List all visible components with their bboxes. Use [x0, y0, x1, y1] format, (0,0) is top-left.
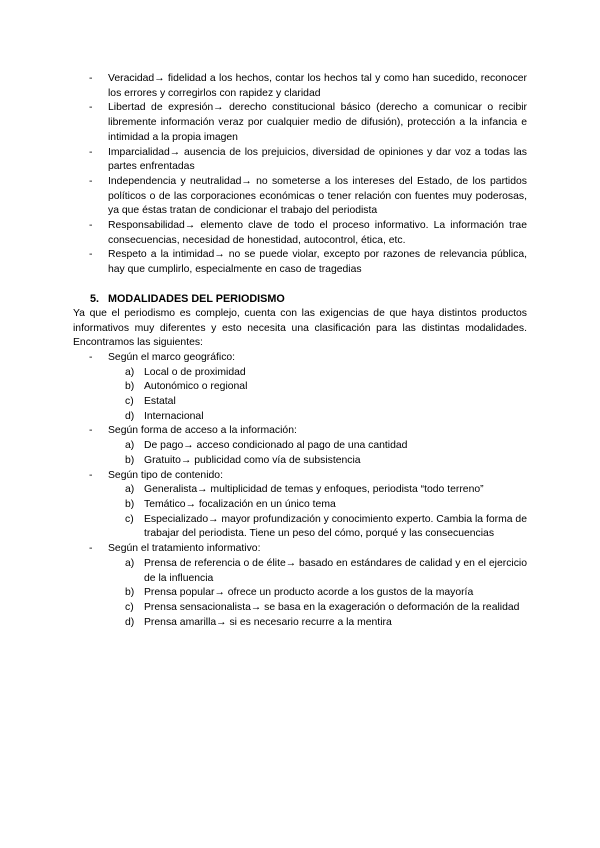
list-item-text: Responsabilidad→ elemento clave de todo el proceso informativo. La información trae consecuencias, necesidad de honestidad, autocontrol, ética, etc. — [108, 220, 527, 246]
sub-item-text: Local o de proximidad — [144, 366, 246, 378]
sub-list — [73, 439, 527, 468]
sub-item-text: Estatal — [144, 396, 176, 408]
sub-item-marker: b) — [125, 454, 135, 466]
dash-bullet: - — [89, 175, 93, 187]
sub-item-marker: c) — [125, 601, 134, 613]
sub-item — [73, 601, 527, 616]
sub-item — [73, 557, 527, 586]
dash-bullet: - — [89, 73, 93, 84]
dash-bullet: - — [89, 146, 93, 158]
sub-item — [73, 498, 527, 513]
section-title: MODALIDADES DEL PERIODISMO — [108, 292, 285, 305]
sub-item — [73, 366, 527, 381]
dash-bullet: - — [89, 469, 93, 481]
modality-group — [73, 469, 527, 484]
list-item — [73, 175, 527, 219]
dash-bullet: - — [89, 249, 93, 261]
sub-item-marker: c) — [125, 396, 134, 408]
list-item — [73, 101, 527, 145]
sub-item — [73, 410, 527, 425]
sub-list — [73, 366, 527, 425]
list-item-text: Independencia y neutralidad→ no someterse a los intereses del Estado, de los partidos políticos o de las corporaciones económicas o tener relación con fuentes muy poderosas, ya que éstas tratan de condicionar el trabajo del periodista — [108, 175, 527, 217]
sub-item-marker: a) — [125, 484, 135, 496]
sub-item-marker: c) — [125, 513, 134, 525]
group-label: Según el marco geográfico: — [108, 351, 236, 363]
sub-item-text: Temático→ focalización en un único tema — [144, 498, 336, 510]
dash-bullet: - — [89, 220, 93, 232]
modality-group — [73, 351, 527, 366]
sub-list-wrapper — [73, 557, 527, 631]
sub-item-marker: b) — [125, 587, 135, 599]
sub-item-marker: b) — [125, 498, 135, 510]
sub-item-text: Prensa sensacionalista→ se basa en la exageración o deformación de la realidad — [144, 601, 520, 613]
sub-item-text: Prensa popular→ ofrece un producto acorde a los gustos de la mayoría — [144, 587, 474, 599]
sub-list — [73, 557, 527, 631]
section-paragraph: Ya que el periodismo es complejo, cuenta con las exigencias de que haya distintos productos informativos muy diferentes y esto necesita una clasificación para las distintas modalidades. Encontramos las siguientes: — [73, 307, 527, 349]
sub-item-marker: d) — [125, 616, 135, 628]
sub-list-wrapper — [73, 439, 527, 468]
sub-list-wrapper — [73, 366, 527, 425]
dash-bullet: - — [89, 543, 93, 555]
sub-item-marker: a) — [125, 557, 135, 569]
sub-item-marker: d) — [125, 410, 135, 422]
sub-item — [73, 616, 527, 631]
list-item — [73, 219, 527, 248]
sub-item-text: Gratuito→ publicidad como vía de subsistencia — [144, 454, 361, 466]
modality-group — [73, 542, 527, 557]
sub-item-text: Internacional — [144, 410, 204, 422]
modality-group — [73, 424, 527, 439]
sub-item — [73, 380, 527, 395]
sub-item-text: De pago→ acceso condicionado al pago de una cantidad — [144, 440, 408, 452]
list-item-text: Respeto a la intimidad→ no se puede violar, excepto por razones de relevancia pública, hay que cumplirlo, especialmente en caso de tragedias — [108, 249, 527, 276]
sub-item-marker: b) — [125, 381, 135, 393]
sub-item-text: Generalista→ multiplicidad de temas y enfoques, periodista “todo terreno” — [144, 484, 484, 496]
sub-item-marker: a) — [125, 440, 135, 452]
sub-item — [73, 454, 527, 469]
list-item-text: Libertad de expresión→ derecho constitucional básico (derecho a comunicar o recibir libremente información veraz por cualquier medio de difusión), protección a la infancia e intimidad a la propia imagen — [108, 102, 527, 143]
list-item-text: Veracidad→ fidelidad a los hechos, contar los hechos tal y como han sucedido, reconocer los errores y corregirlos con rapidez y claridad — [108, 73, 527, 99]
sub-item — [73, 483, 527, 498]
sub-item-text: Especializado→ mayor profundización y conocimiento experto. Cambia la forma de trabajar del periodista. Tiene un peso del cómo, porqué y las consecuencias — [144, 513, 527, 540]
list-item — [73, 146, 527, 175]
list-item — [73, 72, 527, 101]
modalities-list — [73, 351, 527, 630]
sub-item — [73, 513, 527, 542]
sub-item — [73, 395, 527, 410]
sub-item-text: Prensa de referencia o de élite→ basado en estándares de calidad y en el ejercicio de la influencia — [144, 557, 527, 584]
sub-item — [73, 439, 527, 454]
page-content — [73, 72, 527, 630]
sub-list-wrapper — [73, 483, 527, 542]
dash-bullet: - — [89, 102, 93, 114]
sub-item-marker: a) — [125, 366, 135, 378]
group-label: Según el tratamiento informativo: — [108, 543, 261, 555]
group-label: Según tipo de contenido: — [108, 469, 223, 481]
principles-list — [73, 72, 527, 278]
group-label: Según forma de acceso a la información: — [108, 425, 297, 437]
section-heading — [73, 292, 527, 307]
sub-item-text: Prensa amarilla→ si es necesario recurre a la mentira — [144, 616, 392, 628]
sub-item-text: Autonómico o regional — [144, 381, 248, 393]
dash-bullet: - — [89, 425, 93, 437]
sub-list — [73, 483, 527, 542]
list-item — [73, 248, 527, 277]
section-number: 5. — [90, 292, 100, 305]
sub-item — [73, 586, 527, 601]
dash-bullet: - — [89, 351, 93, 363]
list-item-text: Imparcialidad→ ausencia de los prejuicios, diversidad de opiniones y dar voz a todas las partes enfrentadas — [108, 146, 527, 173]
